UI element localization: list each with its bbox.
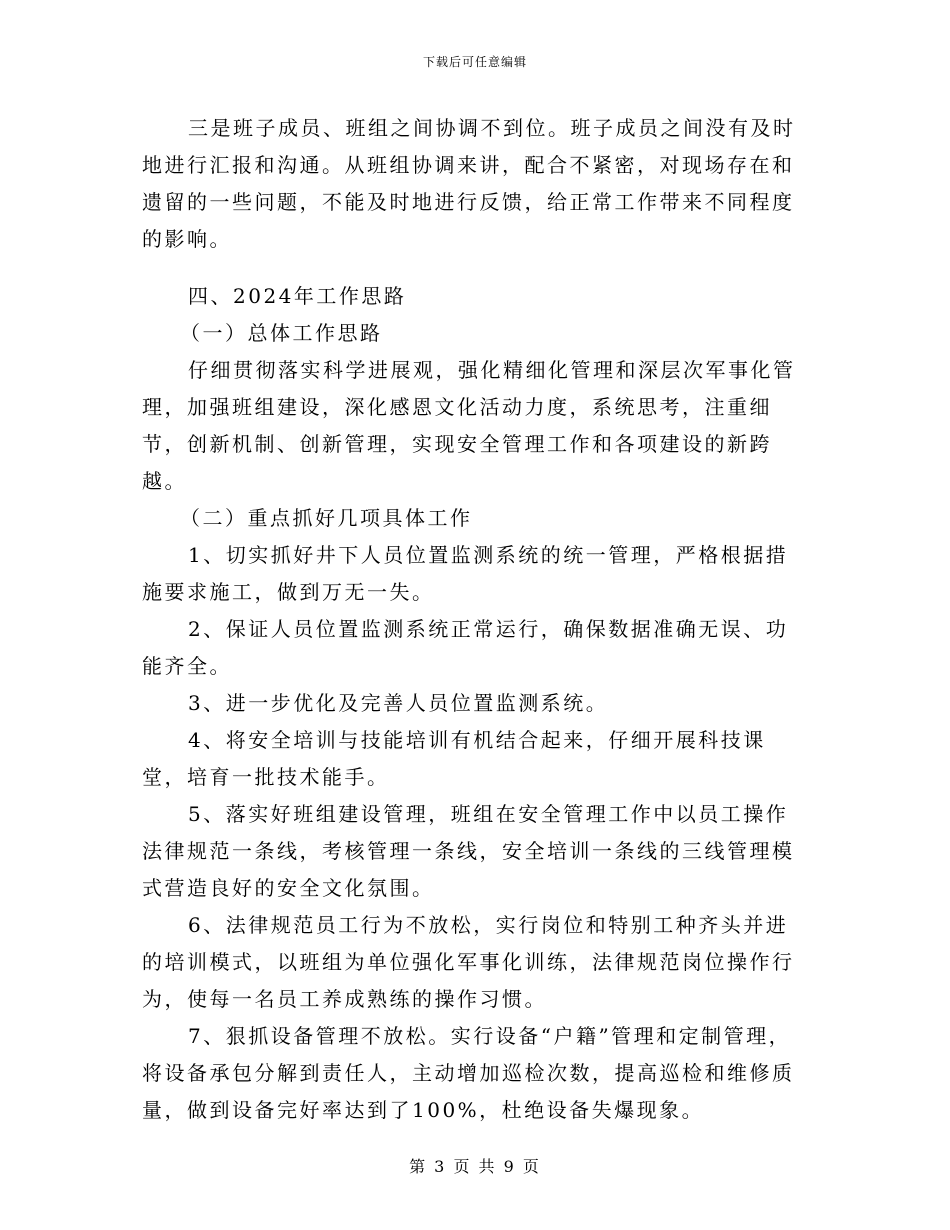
page-header-note: 下载后可任意编辑 xyxy=(422,55,527,69)
section-heading-four: 四、2024年工作思路 xyxy=(188,284,407,308)
paragraph-coordination-issue: 三是班子成员、班组之间协调不到位。班子成员之间没有及时地进行汇报和沟通。从班组协调来讲，配合不紧密，对现场存在和遗留的一些问题，不能及时地进行反馈，给正常工作带来不同程度的影响。 xyxy=(142,116,796,251)
list-item-2: 2、保证人员位置监测系统正常运行，确保数据准确无误、功能齐全。 xyxy=(142,617,789,678)
list-item-7: 7、狠抓设备管理不放松。实行设备“户籍”管理和定制管理，将设备承包分解到责任人，主动增加巡检次数，提高巡检和维修质量，做到设备完好率达到了100%，杜绝设备失爆现象。 xyxy=(142,1024,795,1122)
subheading-key-tasks: （二）重点抓好几项具体工作 xyxy=(180,506,473,530)
list-item-5: 5、落实好班组建设管理，班组在安全管理工作中以员工操作法律规范一条线，考核管理一条线，安全培训一条线的三线管理模式营造良好的安全文化氛围。 xyxy=(142,802,795,900)
list-item-3: 3、进一步优化及完善人员位置监测系统。 xyxy=(188,691,609,715)
list-item-1: 1、切实抓好井下人员位置监测系统的统一管理，严格根据措施要求施工，做到万无一失。 xyxy=(142,543,789,604)
document-body xyxy=(142,110,810,1129)
page-footer-pagination: 第 3 页 共 9 页 xyxy=(409,1157,541,1176)
paragraph-overall-approach: 仔细贯彻落实科学进展观，强化精细化管理和深层次军事化管理，加强班组建设，深化感恩文化活动力度，系统思考，注重细节，创新机制、创新管理，实现安全管理工作和各项建设的新跨越。 xyxy=(142,358,796,493)
section-spacer xyxy=(142,258,810,278)
list-item-4: 4、将安全培训与技能培训有机结合起来，仔细开展科技课堂，培育一批技术能手。 xyxy=(142,728,766,789)
subheading-overall-approach: （一）总体工作思路 xyxy=(180,321,383,345)
list-item-6: 6、法律规范员工行为不放松，实行岗位和特别工种齐头并进的培训模式，以班组为单位强化军事化训练，法律规范岗位操作行为，使每一名员工养成熟练的操作习惯。 xyxy=(142,913,795,1011)
